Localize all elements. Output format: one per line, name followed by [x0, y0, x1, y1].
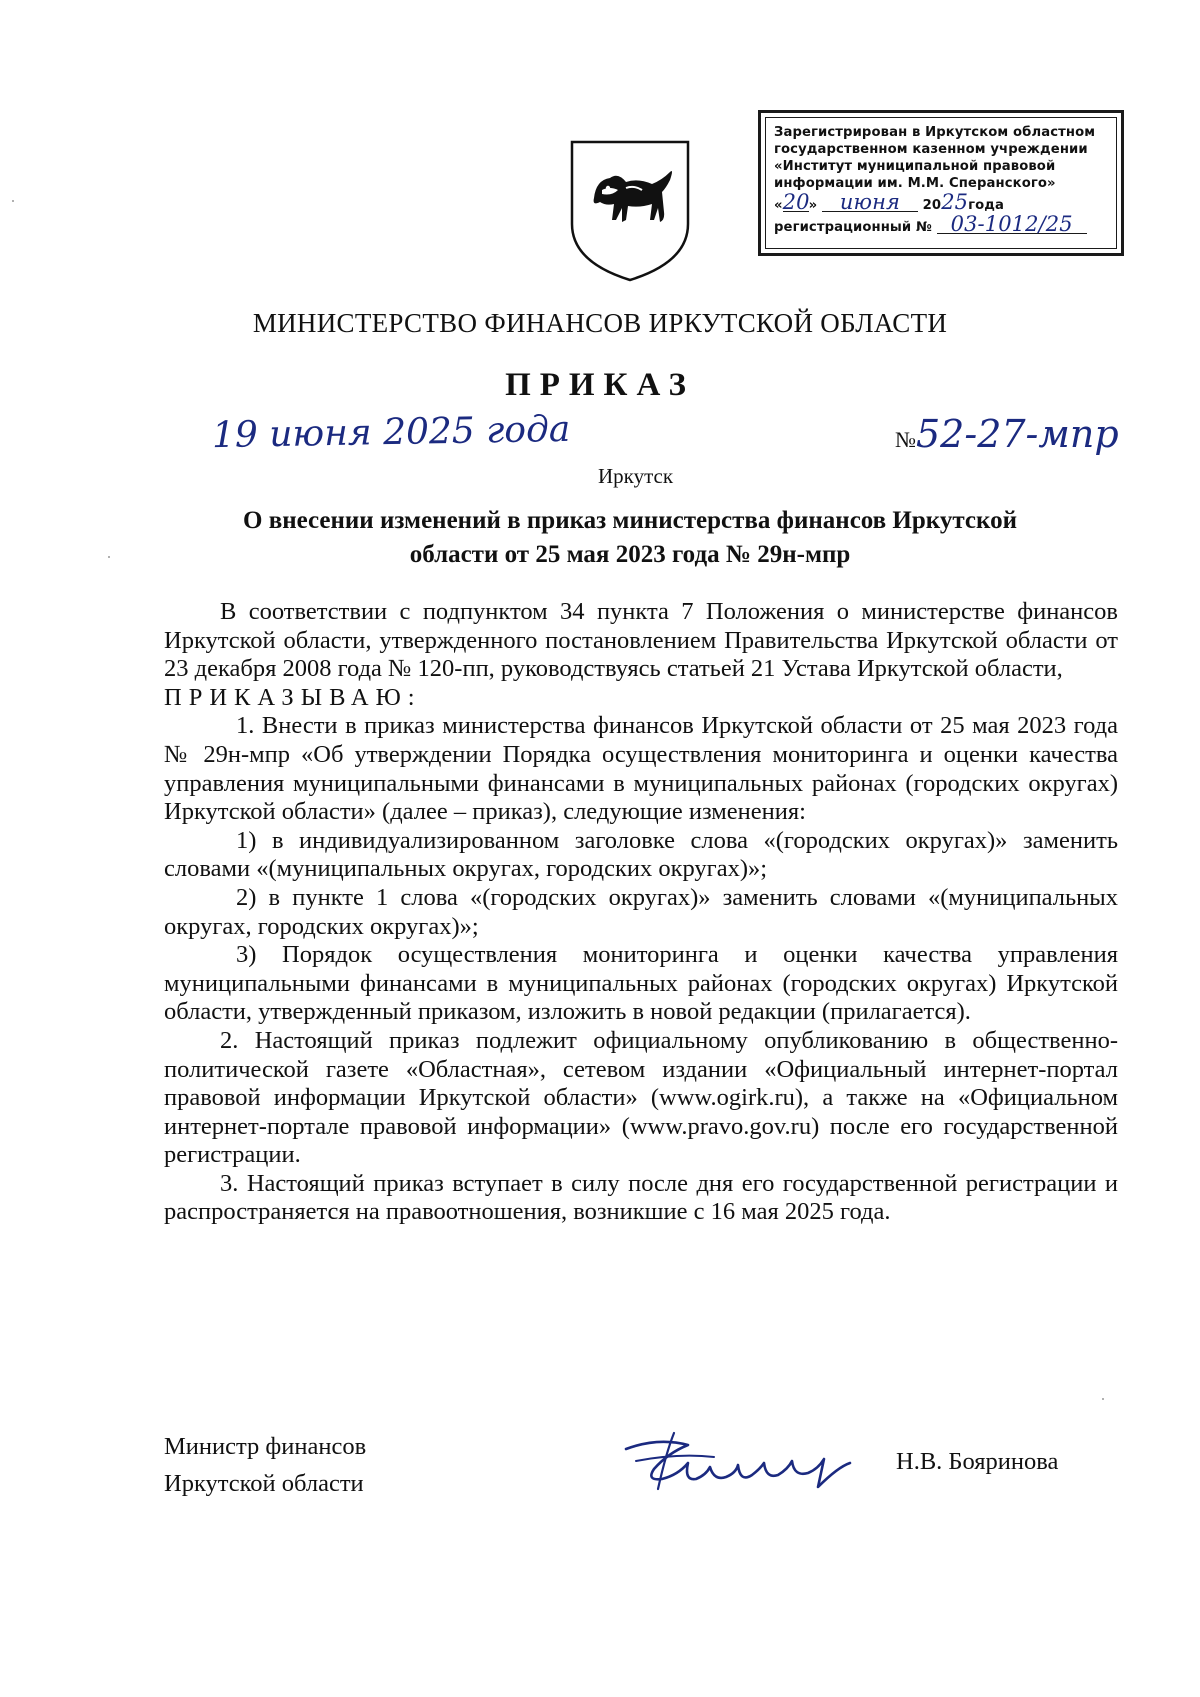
stamp-date-close-quote: » — [808, 198, 818, 213]
stamp-date-open-quote: « — [774, 198, 783, 213]
item-1-3-paragraph: 3) Порядок осуществления мониторинга и оценки качества управления муниципальными финансами в муниципальных районах (городских округах) Иркутской области, утвержденный приказом, изложить в новой редакции (прилагается). — [164, 941, 1118, 1026]
scan-speck — [1102, 1398, 1104, 1400]
item-2-paragraph: 2. Настоящий приказ подлежит официальному опубликованию в общественно-политической газете «Областная», сетевом издании «Официальный интернет-портал правовой информации Иркутской области» (www.ogirk.ru), а также на «Официальном интернет-портале правовой информации» (www.pravo.gov.ru) после его государственной регистрации. — [164, 1026, 1118, 1169]
order-body — [164, 598, 1118, 1227]
stamp-date-year-suffix: 25 — [941, 190, 969, 214]
item-1-2-paragraph: 2) в пункте 1 слова «(городских округах)» заменить словами «(муниципальных округах, городских округах)»; — [164, 883, 1118, 940]
stamp-reg-label: регистрационный № — [774, 220, 932, 235]
scan-speck — [108, 556, 110, 558]
scan-speck — [12, 200, 14, 202]
order-heading-line-1: О внесении изменений в приказ министерства финансов Иркутской — [243, 507, 1017, 534]
signer-name: Н.В. Бояринова — [896, 1448, 1059, 1475]
stamp-date-year-prefix: 20 — [922, 198, 942, 213]
stamp-line-2: государственном казенном учреждении — [774, 142, 1088, 157]
prikazyvayu-label: ПРИКАЗЫВАЮ: — [164, 683, 422, 711]
stamp-date-day: 20 — [782, 190, 810, 214]
stamp-date-month: июня — [822, 194, 918, 212]
signer-position-line-1: Министр финансов — [164, 1433, 367, 1460]
stamp-line-1: Зарегистрирован в Иркутском областном — [774, 125, 1096, 140]
preamble-paragraph: В соответствии с подпунктом 34 пункта 7 Положения о министерстве финансов Иркутской области, утвержденного постановлением Правительства Иркутской области от 23 декабря 2008 года № 120-пп, руководствуясь статьей 21 Устава Иркутской области, — [164, 598, 1118, 683]
order-date-handwritten: 19 июня 2025 года — [211, 408, 571, 457]
stamp-line-4: информации им. М.М. Сперанского» — [774, 176, 1056, 191]
stamp-date-line — [774, 190, 1108, 214]
ministry-name: МИНИСТЕРСТВО ФИНАНСОВ ИРКУТСКОЙ ОБЛАСТИ — [252, 308, 948, 338]
coat-of-arms-icon — [566, 138, 694, 284]
stamp-line-3: «Институт муниципальной правовой — [774, 159, 1056, 174]
registration-stamp — [758, 110, 1124, 256]
handwritten-signature — [618, 1423, 858, 1501]
item-1-1-paragraph: 1) в индивидуализированном заголовке слова «(городских округах)» заменить словами «(муниципальных округах, городских округах)»; — [164, 826, 1118, 883]
document-title: ПРИКАЗ — [505, 367, 695, 403]
item-1-paragraph: 1. Внести в приказ министерства финансов Иркутской области от 25 мая 2023 года № 29н-мпр «Об утверждении Порядка осуществления мониторинга и оценки качества управления муниципальными финансами в муниципальных районах (городских округах) Иркутской области» (далее – приказ), следующие изменения: — [164, 712, 1118, 826]
signer-position-line-2: Иркутской области — [164, 1470, 364, 1497]
stamp-reg-line — [774, 212, 1108, 236]
order-number-sign: № — [895, 427, 916, 452]
item-3-paragraph: 3. Настоящий приказ вступает в силу после дня его государственной регистрации и распространяется на правоотношения, возникшие с 16 мая 2025 года. — [164, 1169, 1118, 1226]
registration-stamp-frame — [765, 117, 1117, 249]
order-number — [895, 412, 1119, 456]
order-heading — [150, 504, 1110, 572]
signer-position — [164, 1428, 366, 1502]
city-name: Иркутск — [598, 464, 674, 488]
stamp-date-year-word: года — [968, 198, 1005, 213]
order-heading-line-2: области от 25 мая 2023 года № 29н-мпр — [409, 541, 851, 568]
stamp-reg-number: 03-1012/25 — [937, 216, 1087, 234]
order-number-handwritten: 52-27-мпр — [916, 412, 1119, 456]
